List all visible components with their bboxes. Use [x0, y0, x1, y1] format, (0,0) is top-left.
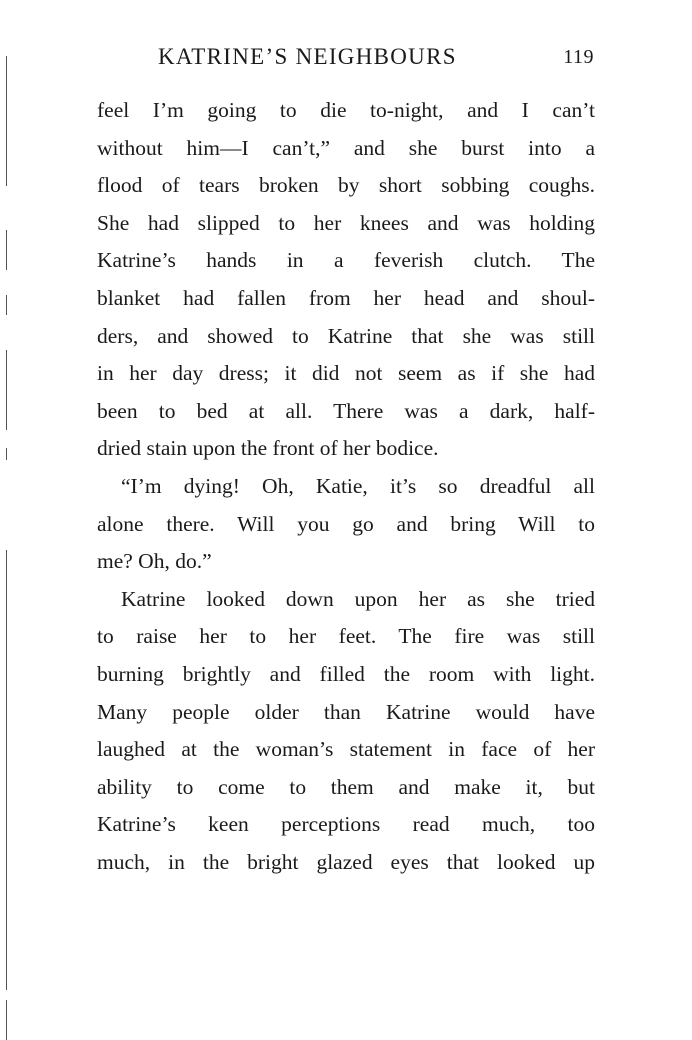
scan-gutter-line: [6, 56, 7, 186]
text-line: She had slipped to her knees and was holding: [97, 210, 595, 235]
scan-gutter-line: [6, 1000, 7, 1040]
text-line: dried stain upon the front of her bodice.: [97, 436, 439, 461]
scan-gutter-line: [6, 230, 7, 270]
scan-gutter-line: [6, 550, 7, 990]
text-line: ability to come to them and make it, but: [97, 774, 595, 799]
text-line: alone there. Will you go and bring Will to: [97, 511, 595, 536]
text-line: burning brightly and filled the room with light.: [97, 661, 595, 686]
text-line: ders, and showed to Katrine that she was still: [97, 323, 595, 348]
text-line: Many people older than Katrine would have: [97, 699, 595, 724]
text-line: Katrine looked down upon her as she tried: [121, 586, 595, 611]
scan-gutter-line: [6, 295, 7, 315]
text-line: Katrine’s hands in a feverish clutch. The: [97, 248, 595, 273]
running-head: [96, 44, 596, 78]
scan-gutter-line: [6, 448, 7, 460]
text-line: Katrine’s keen perceptions read much, too: [97, 812, 595, 837]
text-line: in her day dress; it did not seem as if she had: [97, 361, 595, 386]
text-line: me? Oh, do.”: [97, 549, 212, 574]
text-line: to raise her to her feet. The fire was still: [97, 624, 595, 649]
running-head-title: KATRINE’S NEIGHBOURS: [158, 44, 457, 69]
text-line: “I’m dying! Oh, Katie, it’s so dreadful all: [121, 473, 595, 498]
page-number: 119: [563, 46, 594, 68]
text-line: much, in the bright glazed eyes that looked up: [97, 849, 595, 874]
text-line: without him—I can’t,” and she burst into a: [97, 135, 595, 160]
text-line: feel I’m going to die to-night, and I can’t: [97, 98, 595, 122]
scan-gutter-line: [6, 350, 7, 430]
text-line: blanket had fallen from her head and shoul-: [97, 285, 595, 310]
text-line: flood of tears broken by short sobbing coughs.: [97, 173, 595, 198]
body-text: [97, 92, 595, 881]
text-line: laughed at the woman’s statement in face of her: [97, 737, 595, 762]
text-line: been to bed at all. There was a dark, half-: [97, 398, 595, 423]
